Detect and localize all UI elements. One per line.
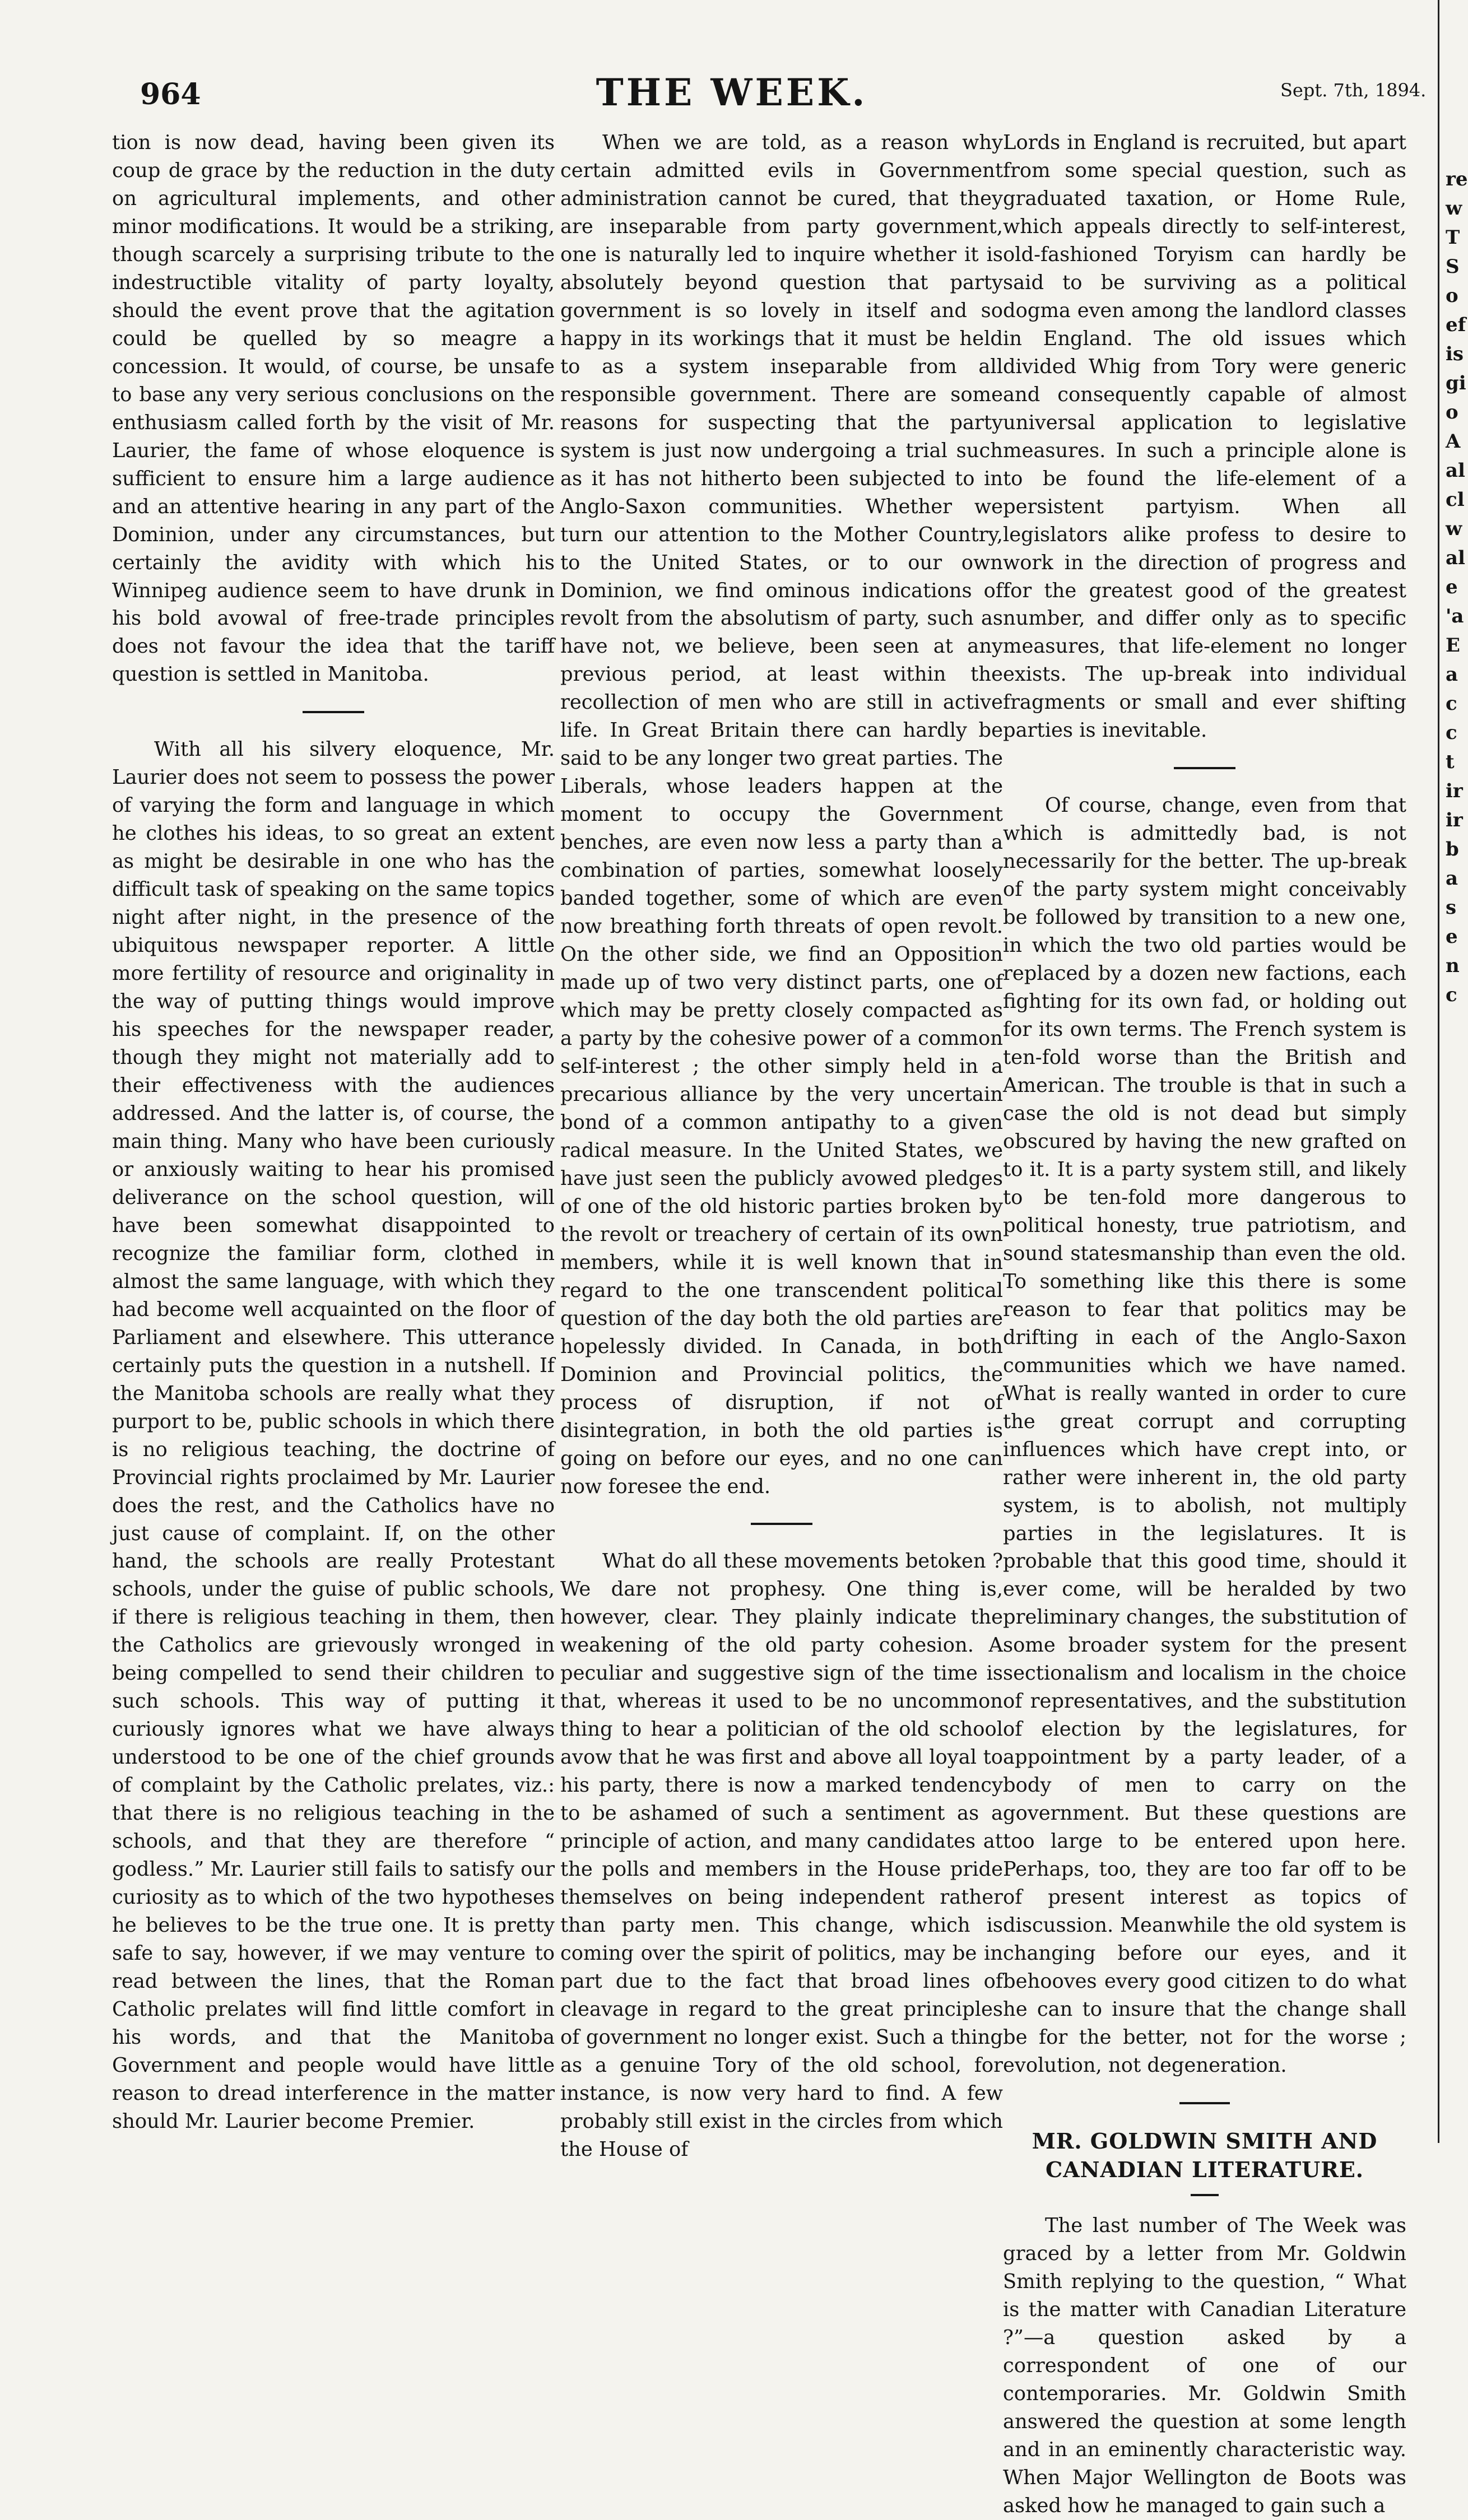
column-middle [560, 129, 1003, 2164]
edge-text-fragment: s [1446, 896, 1457, 919]
edge-text-fragment: o [1446, 401, 1458, 424]
edge-text-fragment: T [1446, 226, 1460, 249]
article-paragraph: With all his silvery eloquence, Mr. Laurier does not seem to possess the power of varying the form and language in which he clothes his ideas, to so great an extent as might be desirable in one who has the difficult task of speaking on the same topics night after night, in the presence of the ubiquitous newspaper reporter. A little more fertility of resource and originality in the way of putting things would improve his speeches for the newspaper reader, though they might not materially add to their effectiveness with the audiences addressed. And the latter is, of course, the main thing. Many who have been curiously or anxiously waiting to hear his promised deliverance on the school question, will have been somewhat disappointed to recognize the familiar form, clothed in almost the same language, with which they had become well acquainted on the floor of Parliament and elsewhere. This utterance certainly puts the question in a nutshell. If the Manitoba schools are really what they purport to be, public schools in which there is no religious teaching, the doctrine of Provincial rights proclaimed by Mr. Laurier does the rest, and the Catholics have no just cause of complaint. If, on the other hand, the schools are really Protestant schools, under the guise of public schools, if there is religious teaching in them, then the Catholics are grievously wronged in being compelled to send their children to such schools. This way of putting it curiously ignores what we have always understood to be one of the chief grounds of complaint by the Catholic prelates, viz.: that there is no religious teaching in the schools, and that they are therefore “ godless.” Mr. Laurier still fails to satisfy our curiosity as to which of the two hypotheses he believes to be the true one. It is pretty safe to say, however, if we may venture to read between the lines, that the Roman Catholic prelates will find little comfort in his words, and that the Manitoba Government and people would have little reason to dread interference in the matter should Mr. Laurier become Premier. [112, 738, 555, 2133]
publication-title: THE WEEK. [596, 71, 868, 114]
issue-date: Sept. 7th, 1894. [1280, 80, 1427, 101]
article-heading: MR. GOLDWIN SMITH AND CANADIAN LITERATURE. [1032, 2128, 1378, 2183]
article-paragraph: Of course, change, even from that which is admittedly bad, is not necessarily for the better. The up-break of the party system might conceivably be followed by transition to a new one, in which the two old parties would be replaced by a dozen new factions, each fighting for its own fad, or holding out for its own terms. The French system is ten-fold worse than the British and American. The trouble is that in such a case the old is not dead but simply obscured by having the new grafted on to it. It is a party system still, and likely to be ten-fold more dangerous to political honesty, true patriotism, and sound statesmanship than even the old. To something like this there is some reason to fear that politics may be drifting in each of the Anglo-Saxon communities which we have named. What is really wanted in order to cure the great corrupt and corrupting influences which have crept into, or rather were inherent in, the old party system, is to abolish, not multiply parties in the legislatures. It is probable that this good time, should it ever come, will be heralded by two preliminary changes, the substitution of some broader system for the present sectionalism and localism in the choice of representatives, and the substitution of election by the legislatures, for appointment by a party leader, of a body of men to carry on the government. But these questions are too large to be entered upon here. Perhaps, too, they are too far off to be of present interest as topics of discussion. Meanwhile the old system is changing before our eyes, and it behooves every good citizen to do what he can to insure that the change shall be for the better, not for the worse ; evolution, not degeneration. [1003, 794, 1406, 2077]
edge-text-fragment: ir [1446, 780, 1463, 802]
column-right [1003, 129, 1406, 2520]
section-divider [1179, 2102, 1230, 2104]
heading-rule [1191, 2194, 1219, 2196]
page-gutter-line [1438, 0, 1439, 2143]
edge-text-fragment: c [1446, 692, 1457, 715]
edge-text-fragment: e [1446, 576, 1458, 598]
article-paragraph: The last number of The Week was graced by a letter from Mr. Goldwin Smith replying to the question, “ What is the matter with Canadian Literature ?”—a question asked by a correspondent of one of our contemporaries. Mr. Goldwin Smith answered the question at some length and in an eminently characteristic way. When Major Wellington de Boots was asked how he managed to gain such a [1003, 2214, 1406, 2518]
edge-text-fragment: 'a [1446, 605, 1464, 627]
edge-text-fragment: E [1446, 634, 1460, 657]
section-divider [303, 711, 364, 713]
article-paragraph: What do all these movements betoken ? We dare not prophesy. One thing is, however, clear. They plainly indicate the weakening of the old party cohesion. A peculiar and suggestive sign of the time is that, whereas it used to be no uncommon thing to hear a politician of the old school avow that he was first and above all loyal to his party, there is now a marked tendency to be ashamed of such a sentiment as a principle of action, and many candidates at the polls and members in the House pride themselves on being independent rather than party men. This change, which is coming over the spirit of politics, may be in part due to the fact that broad lines of cleavage in regard to the great principles of government no longer exist. Such a thing as a genuine Tory of the old school, for instance, is now very hard to find. A few probably still exist in the circles from which the House of [560, 1550, 1003, 2161]
column-left [112, 129, 555, 2136]
edge-text-fragment: al [1446, 547, 1465, 569]
edge-text-fragment: a [1446, 663, 1458, 686]
edge-text-fragment: o [1446, 285, 1458, 307]
edge-text-fragment: S [1446, 255, 1460, 278]
edge-text-fragment: e [1446, 926, 1458, 948]
edge-text-fragment: ef [1446, 314, 1466, 336]
edge-text-fragment: w [1446, 518, 1462, 540]
edge-text-fragment: gi [1446, 372, 1466, 394]
edge-text-fragment: b [1446, 838, 1459, 861]
page-header [0, 67, 1464, 129]
page-number: 964 [140, 77, 201, 111]
edge-text-fragment: w [1446, 197, 1462, 220]
section-divider [751, 1523, 812, 1525]
edge-text-fragment: a [1446, 867, 1458, 890]
article-paragraph: tion is now dead, having been given its coup de grace by the reduction in the duty on agricultural implements, and other minor modifications. It would be a striking, though scarcely a surprising tribute to the indestructible vitality of party loyalty, should the event prove that the agitation could be quelled by so meagre a concession. It would, of course, be unsafe to base any very serious conclusions on the enthusiasm called forth by the visit of Mr. Laurier, the fame of whose eloquence is sufficient to ensure him a large audience and an attentive hearing in any part of the Dominion, under any circumstances, but certainly the avidity with which his Winnipeg audience seem to have drunk in his bold avowal of free-trade principles does not favour the idea that the tariff question is settled in Manitoba. [112, 131, 555, 686]
edge-text-fragment: n [1446, 955, 1460, 977]
edge-text-fragment: c [1446, 984, 1457, 1006]
edge-text-fragment: c [1446, 722, 1457, 744]
edge-text-fragment: ir [1446, 809, 1463, 831]
article-paragraph: Lords in England is recruited, but apart from some special question, such as graduated taxation, or Home Rule, which appeals directly to self-interest, old-fashioned Toryism can hardly be said to be surviving as a political dogma even among the landlord classes in England. The old issues which divided Whig from Tory were generic and consequently capable of almost universal application to legislative measures. In such a principle alone is to be found the life-element of a persistent partyism. When all legislators alike profess to desire to work in the direction of progress and for the greatest good of the greatest number, and differ only as to specific measures, that life-element no longer exists. The up-break into individual fragments or small and ever shifting parties is inevitable. [1003, 131, 1406, 742]
edge-text-fragment: al [1446, 459, 1465, 482]
edge-text-fragment: cl [1446, 489, 1465, 511]
edge-text-fragment: A [1446, 430, 1461, 453]
adjacent-page-edge [1430, 0, 1468, 2143]
article-paragraph: When we are told, as a reason why certain admitted evils in Government administration cannot be cured, that they are inseparable from party government, one is naturally led to inquire whether it is absolutely beyond question that party government is so lovely in itself and so happy in its workings that it must be held to as a system inseparable from all responsible government. There are some reasons for suspecting that the party system is just now undergoing a trial such as it has not hitherto been subjected to in Anglo-Saxon communities. Whether we turn our attention to the Mother Country, to the United States, or to our own Dominion, we find ominous indications of revolt from the absolutism of party, such as have not, we believe, been seen at any previous period, at least within the recollection of men who are still in active life. In Great Britain there can hardly be said to be any longer two great parties. The Liberals, whose leaders happen at the moment to occupy the Government benches, are even now less a party than a combination of parties, somewhat loosely banded together, some of which are even now breathing forth threats of open revolt. On the other side, we find an Opposition made up of two very distinct parts, one of which may be pretty closely compacted as a party by the cohesive power of a common self-interest ; the other simply held in a precarious alliance by the very uncertain bond of a common antipathy to a given radical measure. In the United States, we have just seen the publicly avowed pledges of one of the old historic parties broken by the revolt or treachery of certain of its own members, while it is well known that in regard to the one transcendent political question of the day both the old parties are hopelessly divided. In Canada, in both Dominion and Provincial politics, the process of disruption, if not of disintegration, in both the old parties is going on before our eyes, and no one can now foresee the end. [560, 131, 1003, 1498]
section-divider [1174, 767, 1235, 769]
edge-text-fragment: re [1446, 168, 1468, 190]
edge-text-fragment: t [1446, 751, 1455, 773]
edge-text-fragment: is [1446, 343, 1464, 365]
